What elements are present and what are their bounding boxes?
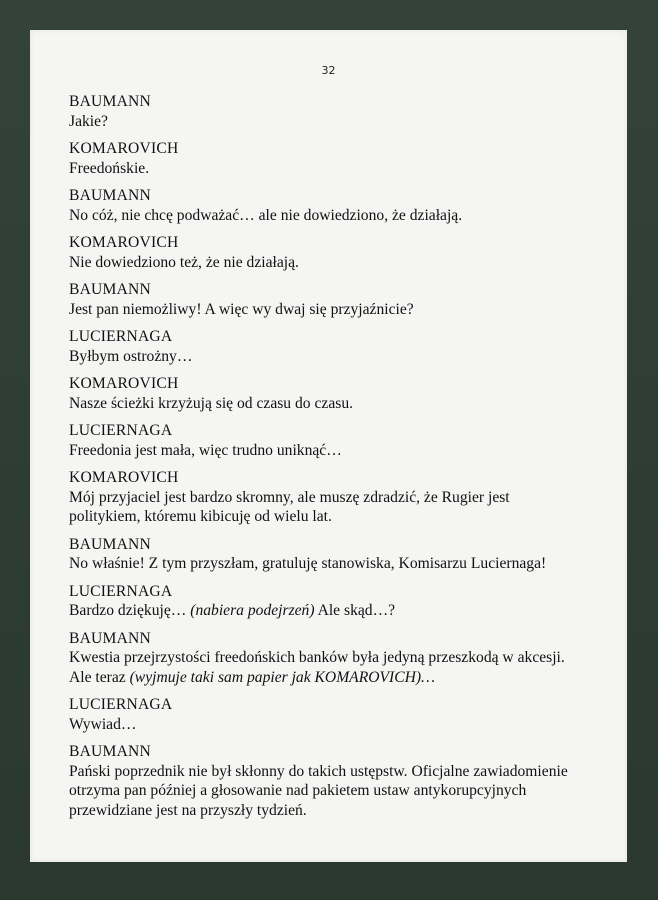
stage-direction: (nabiera podejrzeń): [190, 602, 315, 619]
dialogue-line: Jakie?: [69, 112, 108, 130]
speaker-name: KOMAROVICH: [69, 469, 179, 486]
dialogue-line: Byłbym ostrożny…: [69, 347, 193, 365]
dialogue-entry: [69, 186, 599, 225]
dialogue-entry: [69, 468, 599, 527]
page-number: 32: [321, 64, 336, 77]
dialogue-entry: [69, 139, 599, 178]
speaker-name: KOMAROVICH: [69, 140, 179, 157]
dialogue-entry: [69, 280, 599, 319]
dialogue-line: Freedonia jest mała, więc trudno uniknąć…: [69, 441, 342, 459]
speaker-name: BAUMANN: [69, 187, 151, 204]
dialogue-text: Ale skąd…?: [314, 602, 396, 619]
dialogue-entry: [69, 374, 599, 413]
dialogue-line: No właśnie! Z tym przyszłam, gratuluję stanowiska, Komisarzu Luciernaga!: [69, 555, 547, 572]
dialogue-line: Pański poprzednik nie był skłonny do takich ustępstw. Oficjalne zawiadomienie: [69, 762, 568, 780]
dialogue-text: Ale teraz: [69, 668, 130, 686]
dialogue-entry: [69, 327, 599, 366]
speaker-name: BAUMANN: [69, 629, 151, 647]
speaker-name: LUCIERNAGA: [69, 582, 173, 600]
dialogue-entry: [69, 233, 599, 272]
dialogue-entry: [69, 92, 599, 131]
speaker-name: KOMAROVICH: [69, 375, 179, 392]
dialogue-entry: [69, 421, 599, 460]
document-page: [30, 30, 627, 862]
dialogue-entry: [69, 629, 599, 688]
speaker-name: LUCIERNAGA: [69, 328, 173, 345]
dialogue-entry: [69, 695, 599, 734]
dialogue-line: Kwestia przejrzystości freedońskich banków była jedyną przeszkodą w akcesji.: [69, 649, 565, 666]
dialogue-entry: [69, 535, 599, 574]
dialogue-text: Bardzo dziękuję…: [69, 602, 191, 619]
speaker-name: KOMAROVICH: [69, 234, 179, 251]
dialogue-line: Jest pan niemożliwy! A więc wy dwaj się przyjaźnicie?: [69, 300, 414, 318]
speaker-name: LUCIERNAGA: [69, 422, 173, 439]
dialogue-line: politykiem, któremu kibicuję od wielu lat.: [69, 508, 332, 525]
dialogue-line: No cóż, nie chcę podważać… ale nie dowiedziono, że działają.: [69, 206, 463, 224]
stage-direction: (wyjmuje taki sam papier jak KOMAROVICH)…: [129, 668, 435, 686]
speaker-name: BAUMANN: [69, 743, 151, 760]
dialogue-line: Wywiad…: [69, 715, 137, 733]
dialogue-entry: [69, 582, 599, 621]
speaker-name: BAUMANN: [69, 93, 151, 110]
dialogue-entry: [69, 742, 599, 820]
dialogue-line: Mój przyjaciel jest bardzo skromny, ale muszę zdradzić, że Rugier jest: [69, 488, 510, 506]
dialogue-line: przewidziane jest na przyszły tydzień.: [69, 801, 307, 819]
dialogue-line: Nie dowiedziono też, że nie działają.: [69, 253, 299, 271]
speaker-name: BAUMANN: [69, 535, 151, 553]
speaker-name: LUCIERNAGA: [69, 696, 173, 713]
dialogue-line: [69, 601, 599, 621]
speaker-name: BAUMANN: [69, 281, 151, 298]
dialogue-line: [69, 668, 599, 688]
dialogue-line: Freedońskie.: [69, 159, 150, 177]
script-body: [69, 92, 599, 828]
dialogue-line: Nasze ścieżki krzyżują się od czasu do czasu.: [69, 394, 354, 412]
dialogue-line: otrzyma pan później a głosowanie nad pakietem ustaw antykorupcyjnych: [69, 782, 527, 799]
